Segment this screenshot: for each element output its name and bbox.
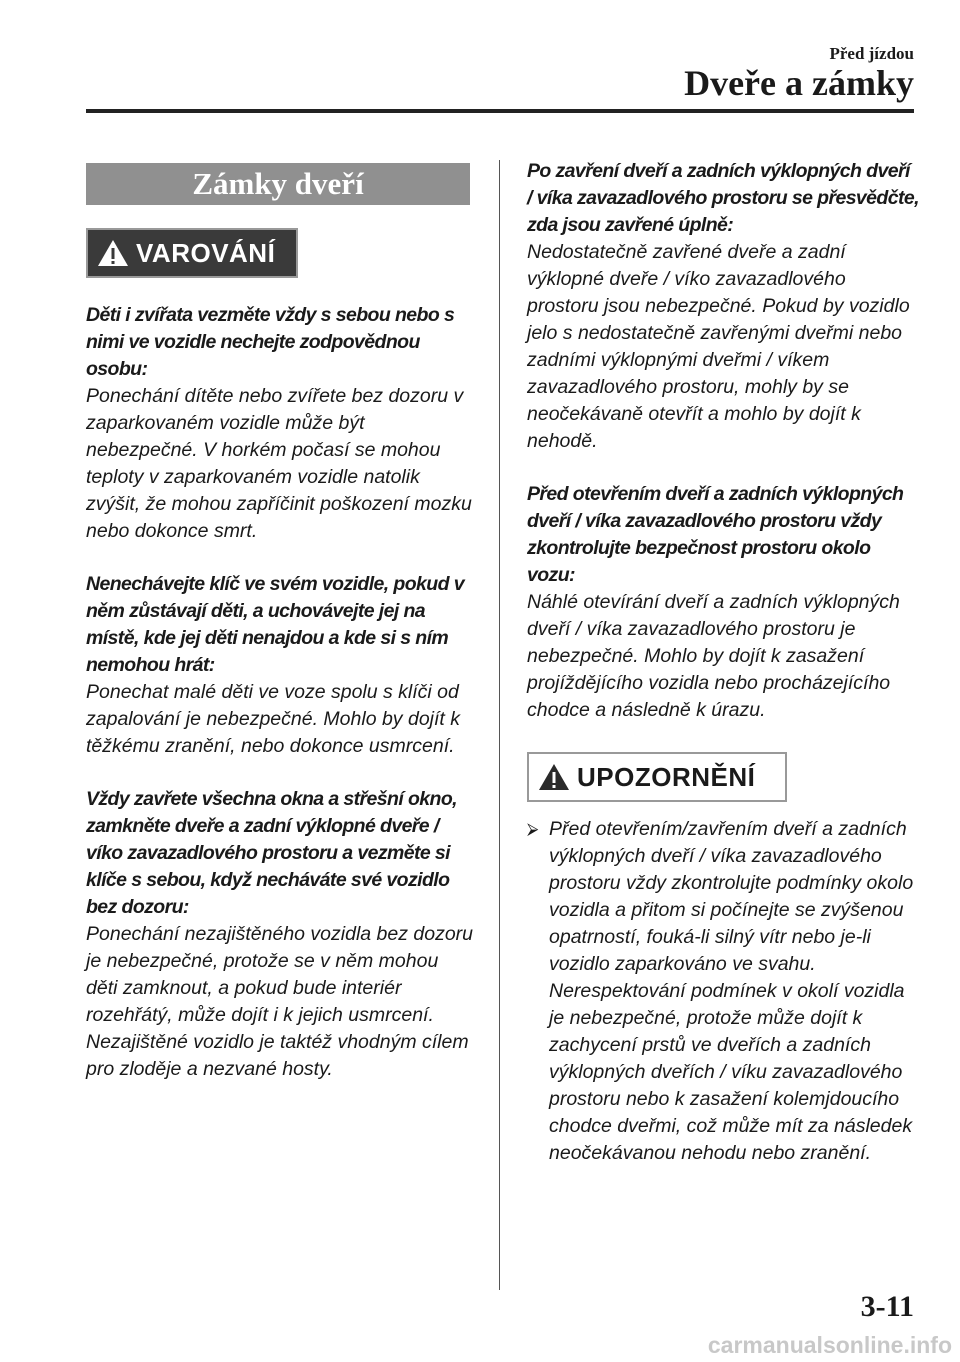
warning-box bbox=[86, 228, 298, 278]
chapter-label: Před jízdou bbox=[829, 44, 914, 63]
warning-item-text: Náhlé otevírání dveří a zadních výklopných dveří / víka zavazadlového prostoru je nebezpečné. Mohlo by dojít k zasažení projíždějícího vozidla nebo procházejícího chodce a následně k úrazu. bbox=[527, 591, 900, 721]
header-rule bbox=[86, 109, 914, 113]
watermark: carmanualsonline.info bbox=[707, 1332, 952, 1358]
warning-item-heading: Nenechávejte klíč ve svém vozidle, pokud v něm zůstávají děti, a uchovávejte jej na místě, kde jej děti nenajdou a kde si s ním nemohou hrát: bbox=[86, 573, 464, 676]
warning-item-text: Nedostatečně zavřené dveře a zadní výklopné dveře / víko zavazadlového prostoru jsou nebezpečné. Pokud by vozidlo jelo s nedostatečně zavřenými dveřmi nebo zadními výklopnými dveřmi / víkem zavazadlového prostoru, mohly by se neočekávaně otevřít a mohlo by dojít k nehodě. bbox=[527, 241, 910, 452]
caution-list bbox=[527, 816, 919, 1167]
caution-item-text: Před otevřením/zavřením dveří a zadních výklopných dveří / víka zavazadlového prostoru vždy zkontrolujte podmínky okolo vozidla a přitom si počínejte se zvýšenou opatrností, fouká-li silný vítr nebo je-li vozidlo zaparkováno ve svahu. Nerespektování podmínek v okolí vozidla je nebezpečné, protože může dojít k zachycení prstů ve dveřích a zadních výklopných dveřích / víku zavazadlového prostoru nebo k zasažení kolemjdoucího chodce dveřmi, což může mít za následek neočekávanou nehodu nebo zranění. bbox=[549, 818, 914, 1164]
warning-item bbox=[86, 302, 474, 545]
warning-item bbox=[86, 571, 474, 760]
page-number: 3-11 bbox=[860, 1290, 914, 1323]
right-column bbox=[527, 158, 919, 750]
column-divider bbox=[499, 160, 500, 1290]
warning-item bbox=[527, 158, 919, 455]
warning-item-text: Ponechání dítěte nebo zvířete bez dozoru v zaparkovaném vozidle může být nebezpečné. V horkém počasí se mohou teploty v zaparkovaném vozidle natolik zvýšit, že mohou zapříčinit poškození mozku nebo dokonce smrt. bbox=[86, 385, 472, 542]
section-banner: Zámky dveří bbox=[86, 163, 470, 205]
warning-item-heading: Děti i zvířata vezměte vždy s sebou nebo s nimi ve vozidle nechejte zodpovědnou osobu: bbox=[86, 304, 455, 380]
warning-item bbox=[527, 481, 919, 724]
warning-item-text: Ponechat malé děti ve voze spolu s klíči od zapalování je nebezpečné. Mohlo by dojít k těžkému zranění, nebo dokonce usmrcení. bbox=[86, 681, 460, 757]
warning-item-text: Ponechání nezajištěného vozidla bez dozoru je nebezpečné, protože se v něm mohou děti zamknout, a pokud bude interiér rozehřátý, může dojít i k jejich usmrcení. Nezajištěné vozidlo je taktéž vhodným cílem pro zloděje a nezvané hosty. bbox=[86, 923, 474, 1080]
warning-item-heading: Po zavření dveří a zadních výklopných dveří / víka zavazadlového prostoru se přesvědčte, zda jsou zavřené úplně: bbox=[527, 160, 919, 236]
left-column bbox=[86, 302, 474, 1109]
caution-box bbox=[527, 752, 787, 802]
caution-item bbox=[527, 816, 919, 1167]
caution-triangle-icon bbox=[537, 762, 571, 792]
page-title: Dveře a zámky bbox=[684, 63, 914, 103]
warning-item-heading: Vždy zavřete všechna okna a střešní okno, zamkněte dveře a zadní výklopné dveře / víko zavazadlového prostoru a vezměte si klíče s sebou, když necháváte své vozidlo bez dozoru: bbox=[86, 788, 457, 918]
arrow-bullet-icon: ⮚ bbox=[527, 821, 539, 838]
caution-label: UPOZORNĚNÍ bbox=[577, 761, 756, 792]
warning-item bbox=[86, 786, 474, 1083]
warning-label: VAROVÁNÍ bbox=[136, 237, 276, 268]
warning-triangle-icon bbox=[96, 238, 130, 268]
warning-item-heading: Před otevřením dveří a zadních výklopných dveří / víka zavazadlového prostoru vždy zkontrolujte bezpečnost prostoru okolo vozu: bbox=[527, 483, 904, 586]
